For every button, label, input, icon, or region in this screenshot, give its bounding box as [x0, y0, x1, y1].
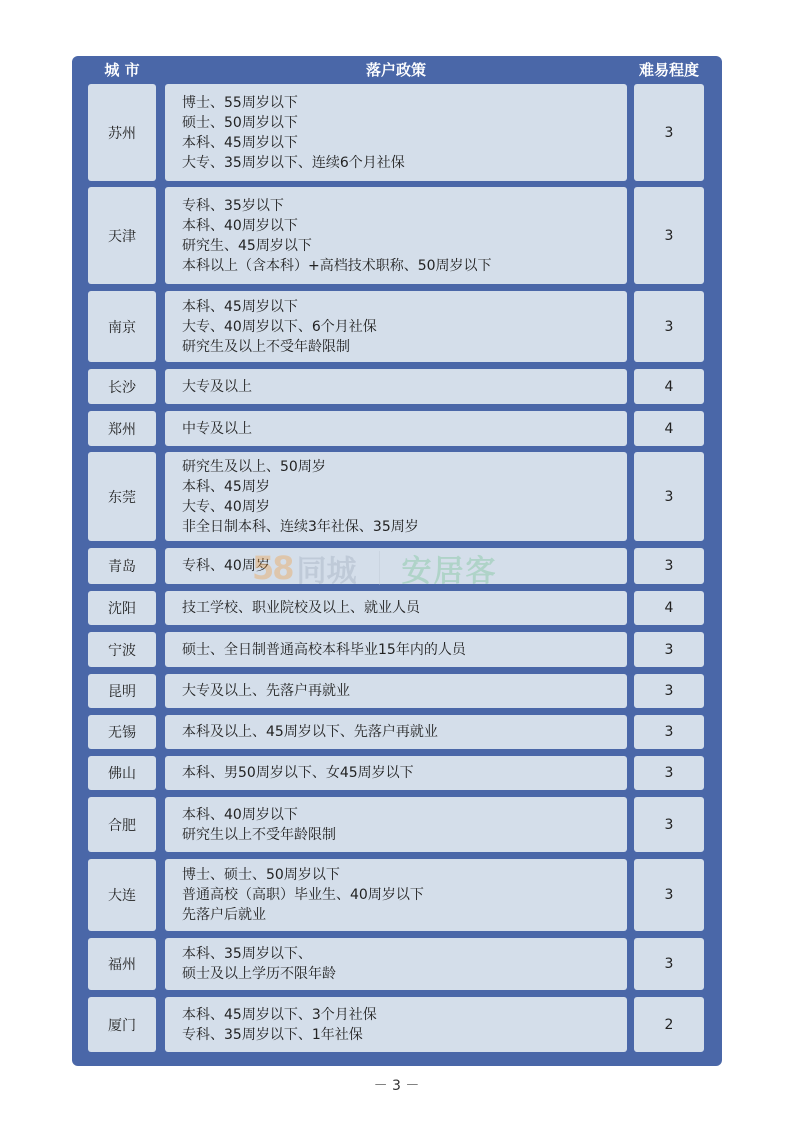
difficulty-cell: 3	[634, 187, 704, 284]
header-city: 城 市	[104, 61, 140, 79]
policy-line: 大专及以上、先落户再就业	[182, 683, 350, 699]
policy-cell	[165, 756, 627, 790]
page-number: － 3 －	[373, 1078, 420, 1094]
policy-line: 大专、40周岁以下、6个月社保	[182, 318, 377, 335]
difficulty-cell: 3	[634, 715, 704, 749]
city-cell: 青岛	[88, 548, 156, 584]
policy-line: 专科、35岁以下	[182, 197, 284, 214]
difficulty-cell: 4	[634, 591, 704, 625]
policy-line: 技工学校、职业院校及以上、就业人员	[182, 600, 420, 616]
policy-cell	[165, 291, 627, 362]
city-cell: 大连	[88, 859, 156, 931]
policy-line: 硕士、全日制普通高校本科毕业15年内的人员	[182, 641, 466, 658]
policy-line: 硕士、50周岁以下	[182, 114, 298, 131]
policy-line: 专科、40周岁	[182, 558, 270, 574]
table-row	[72, 591, 722, 625]
city-cell: 苏州	[88, 84, 156, 181]
policy-line: 本科及以上、45周岁以下、先落户再就业	[182, 724, 438, 740]
table-row	[72, 291, 722, 362]
policy-cell	[165, 938, 627, 990]
city-cell: 合肥	[88, 797, 156, 852]
policy-line: 专科、35周岁以下、1年社保	[182, 1026, 363, 1043]
table-row	[72, 548, 722, 584]
watermark-58: 58	[252, 549, 293, 587]
table-row	[72, 632, 722, 667]
city-cell: 无锡	[88, 715, 156, 749]
policy-cell	[165, 548, 627, 584]
difficulty-cell: 3	[634, 756, 704, 790]
difficulty-cell: 3	[634, 84, 704, 181]
difficulty-cell: 3	[634, 938, 704, 990]
policy-cell	[165, 997, 627, 1052]
policy-line: 中专及以上	[182, 420, 252, 437]
policy-line: 本科、45周岁以下	[182, 134, 298, 151]
city-cell: 宁波	[88, 632, 156, 667]
policy-line: 硕士及以上学历不限年龄	[182, 966, 336, 982]
policy-line: 大专、40周岁	[182, 498, 270, 515]
table-row	[72, 411, 722, 446]
table-row	[72, 938, 722, 990]
difficulty-cell: 3	[634, 674, 704, 708]
policy-line: 研究生以上不受年龄限制	[182, 826, 336, 843]
city-cell: 郑州	[88, 411, 156, 446]
policy-cell	[165, 859, 627, 931]
policy-line: 本科、40周岁以下	[182, 217, 298, 234]
table-row	[72, 674, 722, 708]
policy-cell	[165, 187, 627, 284]
policy-cell	[165, 715, 627, 749]
difficulty-cell: 3	[634, 632, 704, 667]
watermark-tongcheng: 同城	[296, 554, 357, 589]
policy-line: 本科、45周岁以下、3个月社保	[182, 1006, 377, 1023]
table-row	[72, 859, 722, 931]
policy-cell	[165, 797, 627, 852]
city-cell: 东莞	[88, 452, 156, 541]
policy-cell	[165, 369, 627, 404]
difficulty-cell: 3	[634, 452, 704, 541]
policy-cell	[165, 674, 627, 708]
policy-line: 本科以上（含本科）+高档技术职称、50周岁以下	[182, 257, 492, 274]
policy-line: 本科、45周岁以下	[182, 298, 298, 315]
policy-line: 研究生、45周岁以下	[182, 237, 312, 254]
city-cell: 佛山	[88, 756, 156, 790]
header-difficulty: 难易程度	[638, 61, 699, 79]
watermark-anjuke: 安居客	[401, 554, 498, 589]
city-cell: 厦门	[88, 997, 156, 1052]
table-row	[72, 452, 722, 541]
difficulty-cell: 2	[634, 997, 704, 1052]
city-cell: 天津	[88, 187, 156, 284]
policy-line: 大专及以上	[182, 378, 252, 395]
policy-line: 研究生及以上、50周岁	[182, 458, 326, 475]
header-policy: 落户政策	[365, 61, 426, 79]
policy-line: 博士、55周岁以下	[182, 94, 298, 111]
difficulty-cell: 3	[634, 859, 704, 931]
table-row	[72, 756, 722, 790]
table-row	[72, 715, 722, 749]
policy-line: 研究生及以上不受年龄限制	[182, 338, 350, 355]
policy-line: 本科、45周岁	[182, 478, 270, 495]
policy-cell	[165, 632, 627, 667]
policy-line: 本科、男50周岁以下、女45周岁以下	[182, 765, 414, 781]
policy-line: 本科、40周岁以下	[182, 806, 298, 823]
policy-line: 大专、35周岁以下、连续6个月社保	[182, 154, 405, 171]
table-row	[72, 369, 722, 404]
policy-cell	[165, 411, 627, 446]
table-row	[72, 797, 722, 852]
policy-line: 本科、35周岁以下、	[182, 946, 312, 962]
policy-cell	[165, 452, 627, 541]
policy-line: 普通高校（高职）毕业生、40周岁以下	[182, 887, 424, 903]
policy-table	[72, 56, 722, 1066]
city-cell: 南京	[88, 291, 156, 362]
policy-cell	[165, 84, 627, 181]
policy-line: 非全日制本科、连续3年社保、35周岁	[182, 518, 419, 535]
policy-cell	[165, 591, 627, 625]
difficulty-cell: 3	[634, 291, 704, 362]
policy-line: 先落户后就业	[182, 907, 266, 923]
difficulty-cell: 3	[634, 797, 704, 852]
city-cell: 长沙	[88, 369, 156, 404]
table-row	[72, 997, 722, 1052]
city-cell: 昆明	[88, 674, 156, 708]
table-row	[72, 187, 722, 284]
city-cell: 沈阳	[88, 591, 156, 625]
difficulty-cell: 3	[634, 548, 704, 584]
city-cell: 福州	[88, 938, 156, 990]
policy-line: 博士、硕士、50周岁以下	[182, 867, 340, 883]
difficulty-cell: 4	[634, 411, 704, 446]
difficulty-cell: 4	[634, 369, 704, 404]
table-row	[72, 84, 722, 181]
